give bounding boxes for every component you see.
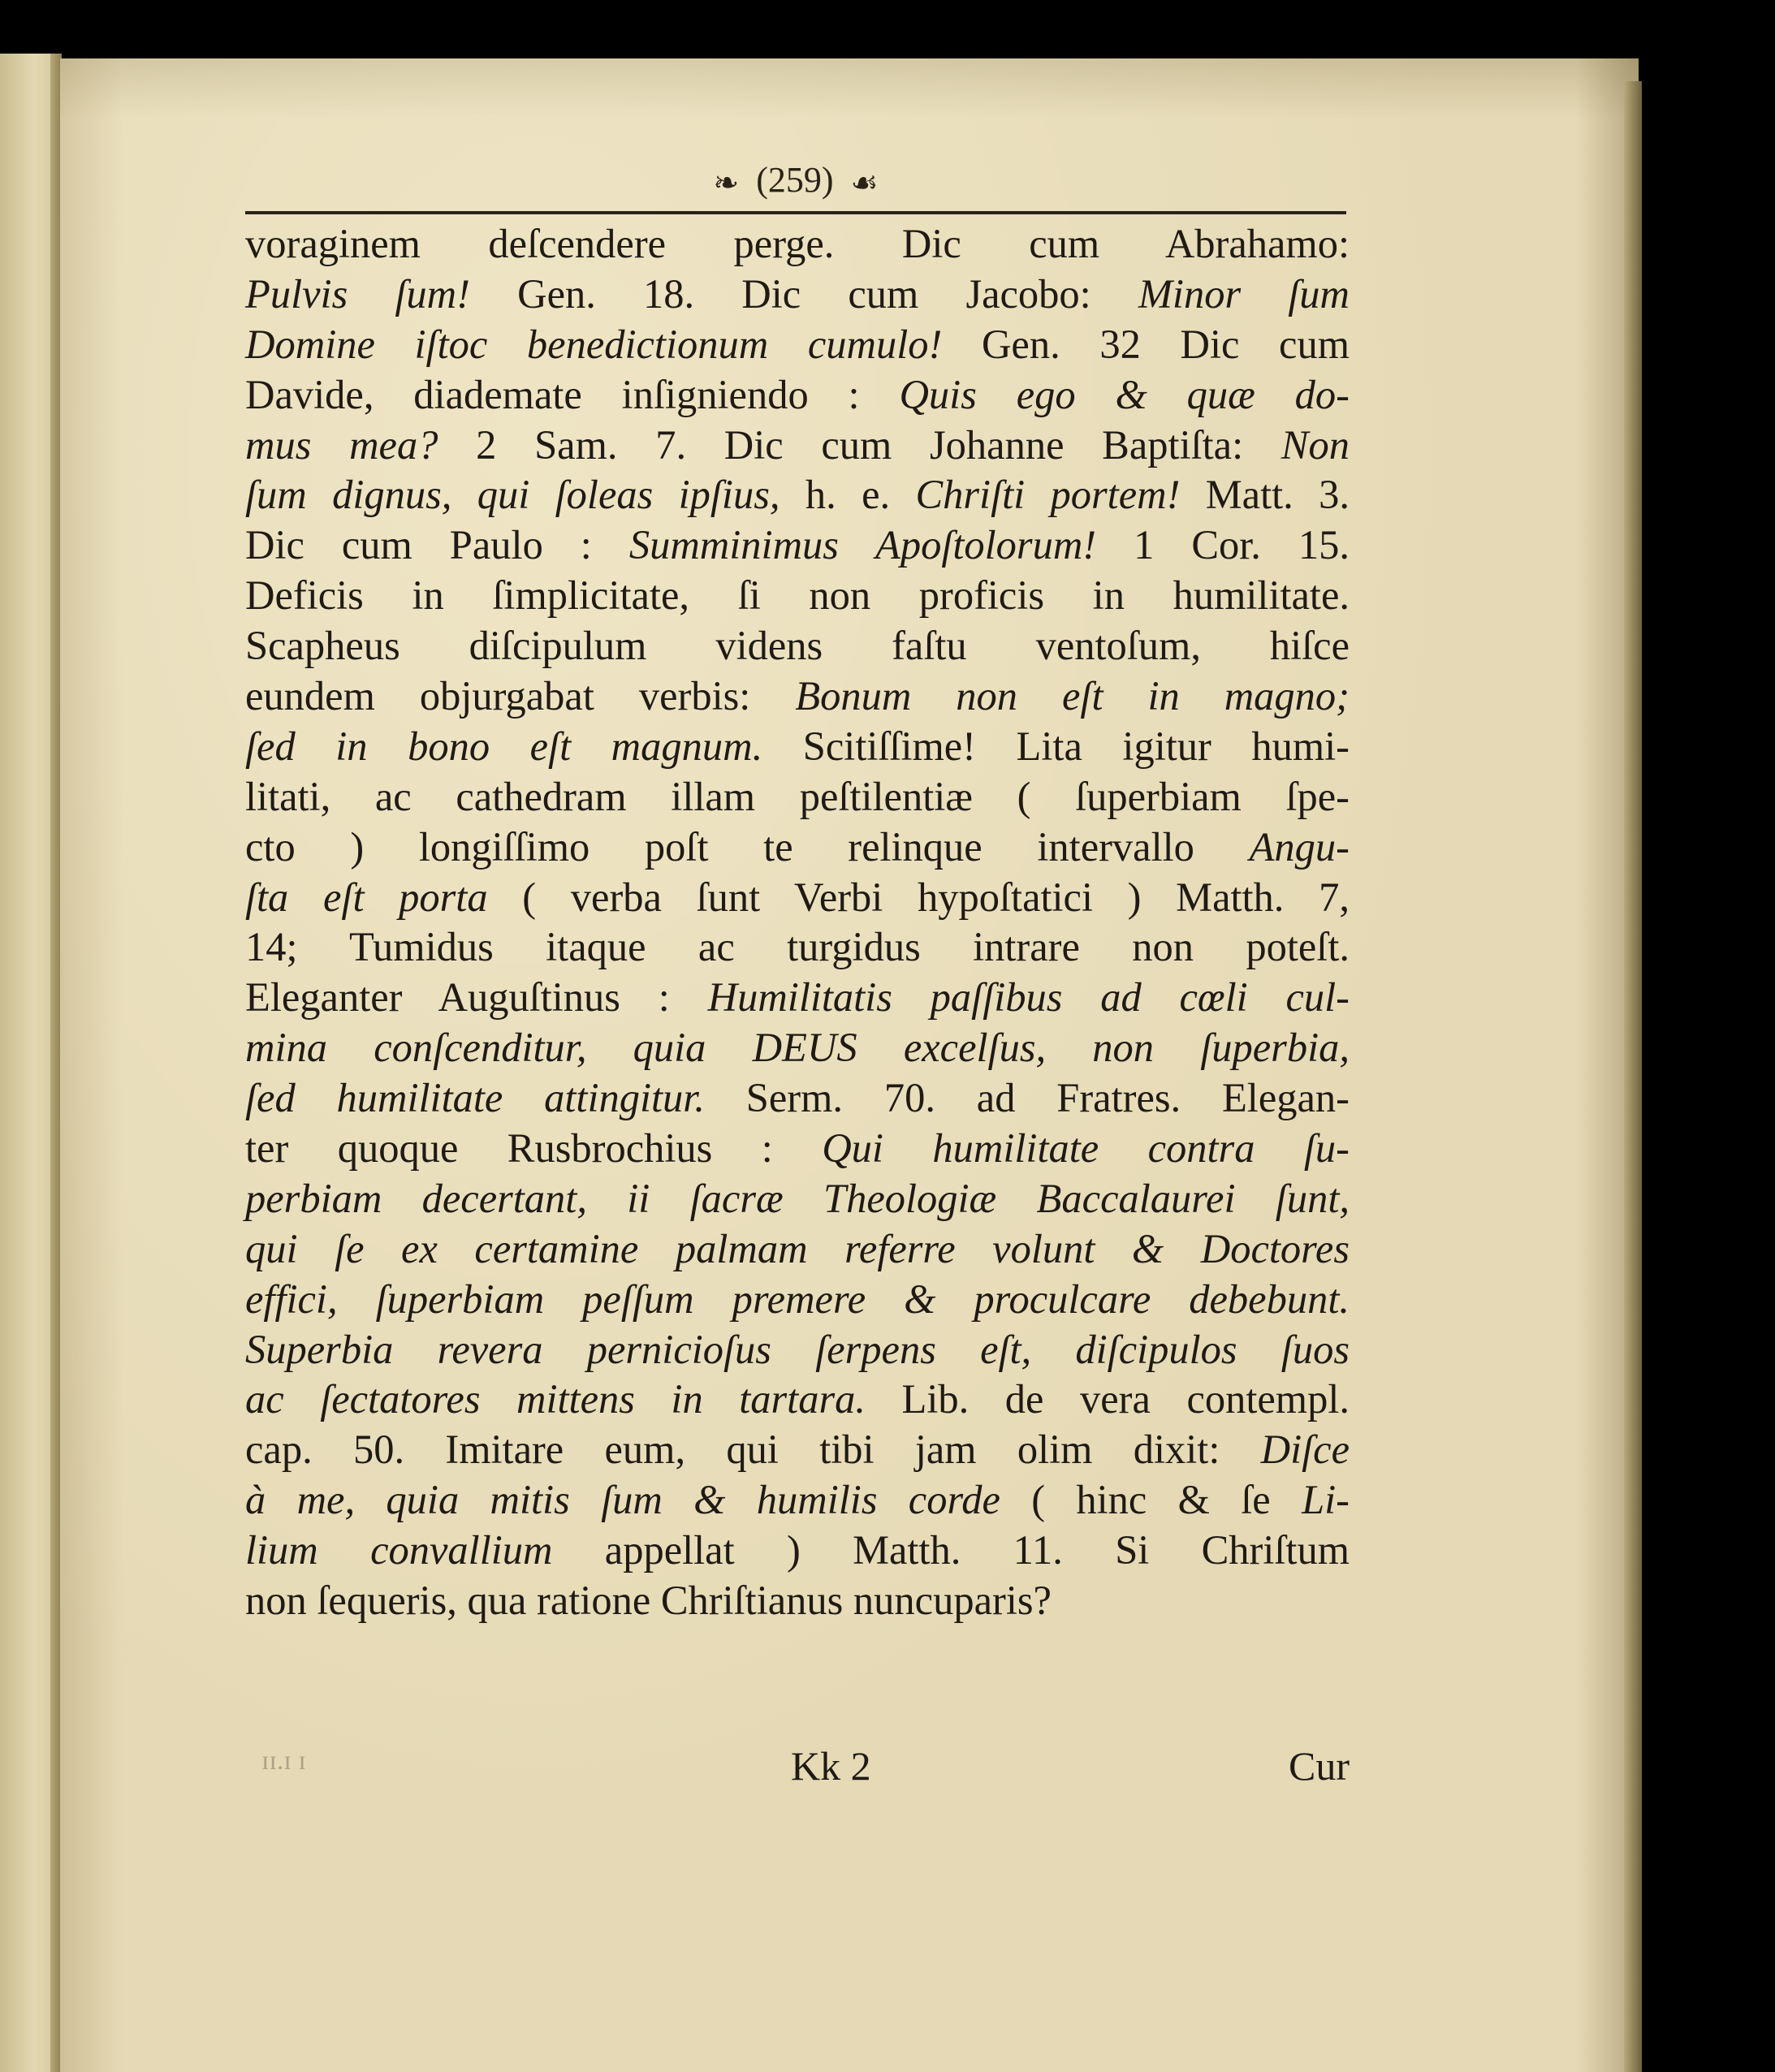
roman-run: ( verba ſunt Verbi hypoſtatici ) Matth. 7,	[487, 874, 1350, 920]
text-line	[245, 1224, 1350, 1275]
text-line	[245, 671, 1350, 722]
roman-run: Eleganter Auguſtinus :	[245, 974, 708, 1021]
body-text	[245, 219, 1350, 1626]
roman-run: Dic cum Paulo :	[245, 522, 629, 568]
roman-run: h. e.	[780, 472, 916, 518]
roman-run: Davide, diademate inſigniendo :	[245, 371, 900, 417]
roman-run: ter quoque Rusbrochius :	[245, 1125, 823, 1172]
italic-run: Bonum non eſt in magno;	[795, 673, 1350, 719]
previous-page-edge	[0, 54, 57, 2072]
roman-run: Scitiſſime! Lita igitur humi-	[762, 723, 1350, 769]
right-ornament-icon: ☙	[850, 166, 879, 201]
text-line	[245, 1073, 1350, 1124]
bleed-through-text: ɪɪ.ɪ ɪ	[261, 1746, 306, 1776]
roman-run: Gen. 32 Dic cum	[942, 321, 1350, 367]
italic-run: Chriſti portem!	[915, 472, 1181, 518]
roman-run: Gen. 18. Dic cum Jacobo:	[469, 270, 1138, 317]
page-number: (259)	[756, 160, 834, 200]
italic-run: Domine iſtoc benedictionum cumulo!	[245, 321, 943, 367]
roman-run: 2 Sam. 7. Dic cum Johanne Baptiſta:	[438, 421, 1281, 468]
text-line	[245, 571, 1350, 621]
roman-run: Matt. 3.	[1180, 472, 1350, 518]
italic-run: qui ſe ex certamine palmam referre volunt & Doctores	[245, 1225, 1350, 1271]
roman-run: Lib. de vera contempl.	[865, 1376, 1350, 1422]
roman-run: non ſequeris, qua ratione Chriſtianus nuncuparis?	[245, 1578, 1052, 1624]
italic-run: Diſce	[1260, 1427, 1350, 1473]
italic-run: Humilitatis paſſibus ad cœli cul-	[707, 974, 1350, 1021]
text-line	[245, 320, 1350, 370]
text-line	[245, 1174, 1350, 1224]
text-line	[245, 1526, 1350, 1576]
text-line	[245, 470, 1350, 520]
italic-run: ſed in bono eſt magnum.	[245, 723, 763, 769]
text-line	[245, 1576, 1350, 1626]
italic-run: Angu-	[1249, 823, 1350, 870]
text-line	[245, 822, 1350, 873]
italic-run: Li-	[1302, 1477, 1350, 1523]
text-line	[245, 973, 1350, 1023]
italic-run: Superbia revera pernicioſus ſerpens eſt, diſcipulos ſuos	[245, 1326, 1350, 1372]
italic-run: lium convallium	[245, 1527, 553, 1573]
text-line	[245, 722, 1350, 772]
text-line	[245, 772, 1350, 822]
roman-run: litati, ac cathedram illam peſtilentiæ ( ſuperbiam ſpe-	[245, 773, 1350, 819]
left-ornament-icon: ❧	[713, 166, 740, 201]
italic-run: Pulvis ſum!	[245, 270, 470, 317]
text-line	[245, 1425, 1350, 1475]
italic-run: Minor ſum	[1138, 270, 1350, 317]
italic-run: mus mea?	[245, 421, 438, 468]
roman-run: Deficis in ſimplicitate, ſi non proficis in humilitate.	[245, 572, 1350, 619]
roman-run: cap. 50. Imitare eum, qui tibi jam olim dixit:	[245, 1427, 1261, 1473]
italic-run: ſed humilitate attingitur.	[245, 1075, 705, 1121]
text-line	[245, 873, 1350, 923]
page-header	[244, 159, 1348, 211]
text-line	[245, 520, 1350, 571]
roman-run: voraginem deſcendere perge. Dic cum Abrahamo:	[245, 221, 1350, 266]
italic-run: mina conſcenditur, quia DEUS excelſus, non ſuperbia,	[245, 1025, 1350, 1071]
italic-run: ſta eſt porta	[245, 874, 488, 920]
text-line	[245, 1325, 1350, 1375]
text-line	[245, 1124, 1350, 1174]
text-line	[245, 270, 1350, 320]
italic-run: perbiam decertant, ii ſacræ Theologiæ Baccalaurei ſunt,	[245, 1175, 1350, 1221]
italic-run: Quis ego & quæ do-	[899, 371, 1350, 417]
roman-run: ( hinc & ſe	[1000, 1477, 1302, 1523]
page-fore-edge	[1624, 81, 1642, 2072]
roman-run: Scapheus diſcipulum videns faſtu ventoſum, hiſce	[245, 623, 1350, 669]
italic-run: effici, ſuperbiam peſſum premere & proculcare debebunt.	[245, 1276, 1350, 1322]
roman-run: eundem objurgabat verbis:	[245, 673, 796, 719]
roman-run: appellat ) Matth. 11. Si Chriſtum	[552, 1527, 1350, 1573]
header-rule	[245, 211, 1346, 214]
roman-run: Serm. 70. ad Fratres. Elegan-	[704, 1075, 1350, 1121]
text-line	[245, 621, 1350, 671]
roman-run: cto ) longiſſimo poſt te relinque intervallo	[245, 823, 1250, 870]
text-line	[245, 219, 1350, 270]
text-line	[245, 1023, 1350, 1073]
roman-run: 1 Cor. 15.	[1096, 522, 1350, 568]
catchword: Cur	[1289, 1743, 1350, 1789]
italic-run: à me, quia mitis ſum & humilis corde	[245, 1477, 1000, 1523]
signature-mark: Kk 2	[791, 1743, 871, 1789]
italic-run: ac ſectatores mittens in tartara.	[245, 1376, 866, 1422]
italic-run: Non	[1281, 421, 1350, 468]
italic-run: Summinimus Apoſtolorum!	[628, 522, 1097, 568]
page-footer	[245, 1742, 1350, 1799]
text-line	[245, 1375, 1350, 1425]
text-line	[245, 1475, 1350, 1526]
text-line	[245, 1275, 1350, 1325]
text-line	[245, 922, 1350, 973]
italic-run: ſum dignus, qui ſoleas ipſius,	[245, 472, 780, 518]
italic-run: Qui humilitate contra ſu-	[822, 1125, 1350, 1172]
text-line	[245, 370, 1350, 421]
roman-run: 14; Tumidus itaque ac turgidus intrare non poteſt.	[245, 924, 1350, 970]
text-line	[245, 421, 1350, 471]
